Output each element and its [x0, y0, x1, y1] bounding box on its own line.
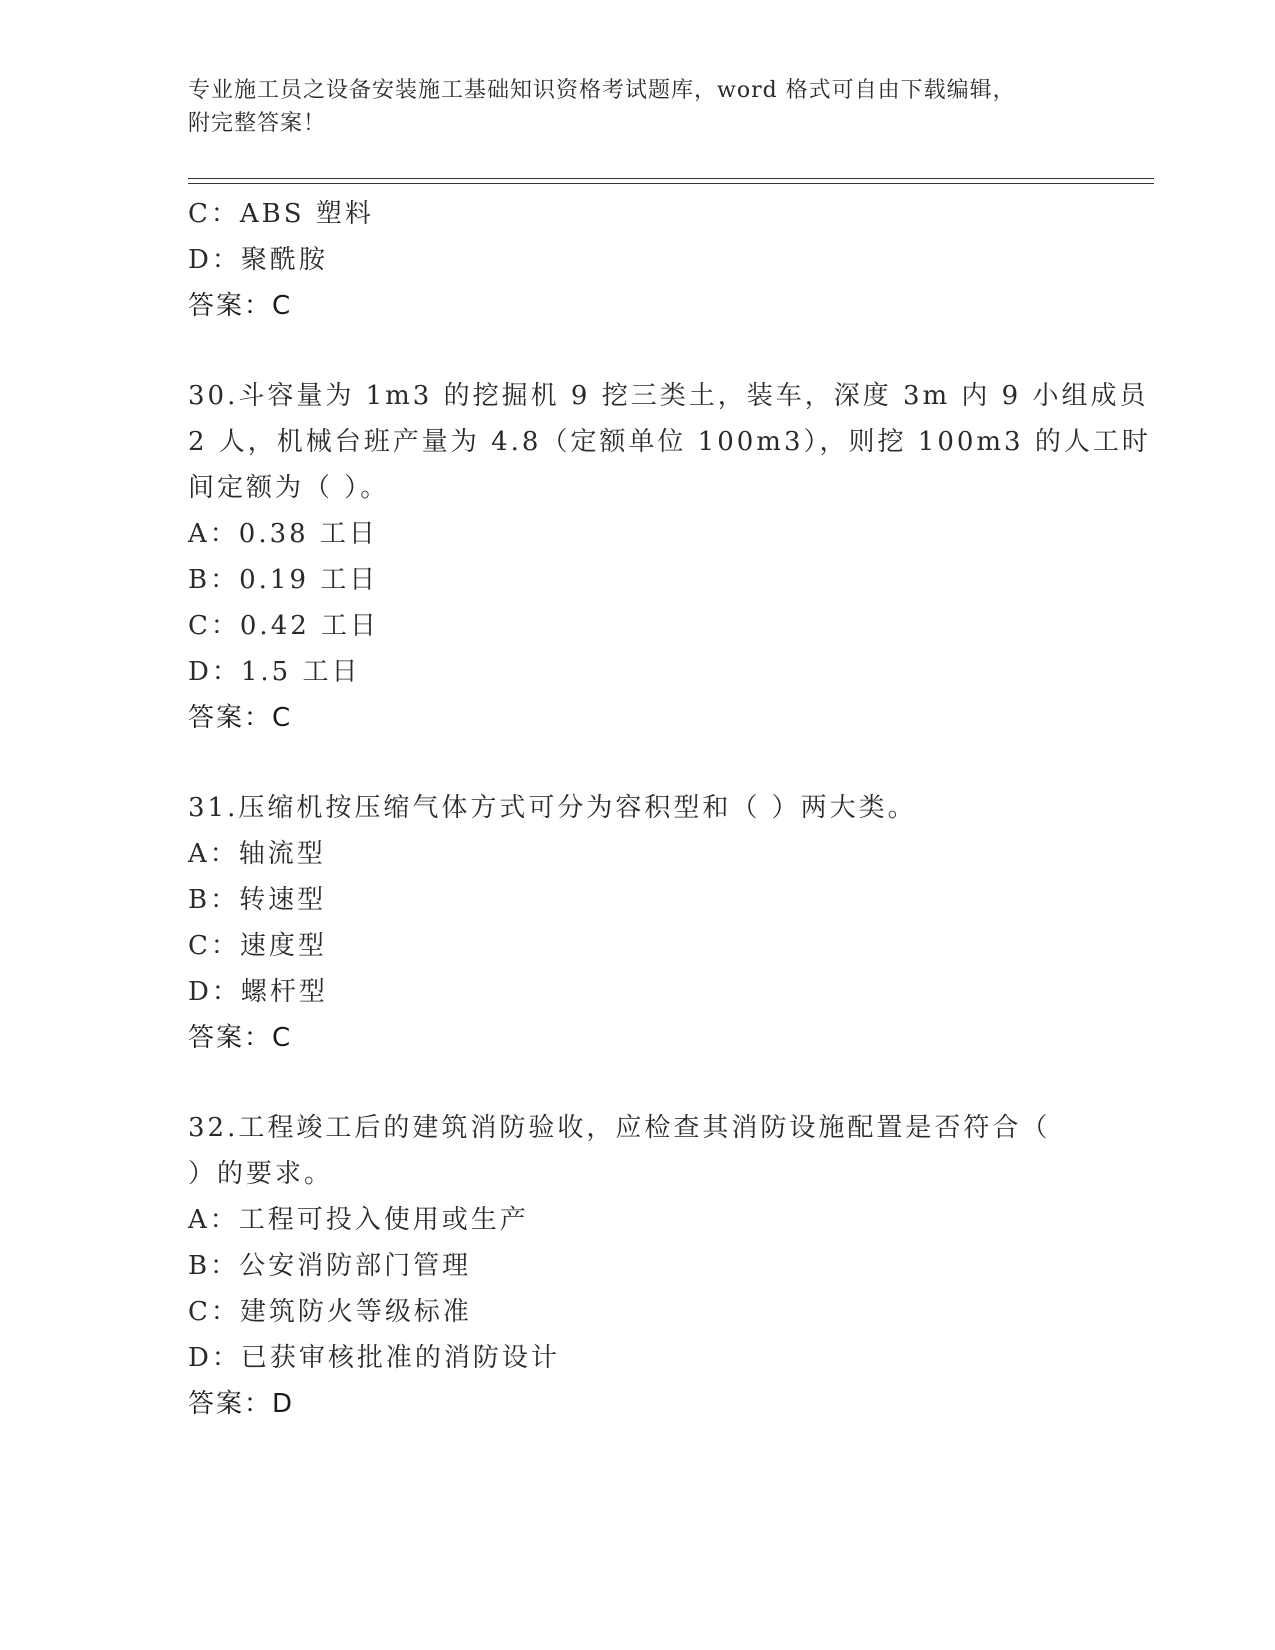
header-line-1: 专业施工员之设备安装施工基础知识资格考试题库，word 格式可自由下载编辑， [188, 78, 1016, 103]
option-d: D：已获审核批准的消防设计 [188, 1343, 560, 1373]
question-text-line: 32.工程竣工后的建筑消防验收，应检查其消防设施配置是否符合（ [188, 1113, 1051, 1143]
question-text-line: 31.压缩机按压缩气体方式可分为容积型和（ ）两大类。 [188, 793, 917, 823]
answer-line: 答案：C [188, 1023, 293, 1053]
header-divider-bottom [188, 183, 1154, 184]
spacer [188, 741, 1088, 785]
option-c: C：速度型 [188, 931, 327, 961]
question-30 [188, 373, 1151, 741]
option-d: D：螺杆型 [188, 977, 328, 1007]
question-text-line: 间定额为（ ）。 [188, 473, 390, 503]
option-b: B：转速型 [188, 885, 327, 915]
question-32 [188, 1105, 1088, 1427]
header-divider-top [188, 178, 1154, 179]
question-text-line: 30.斗容量为 1m3 的挖掘机 9 挖三类土，装车，深度 3m 内 9 小组成员 [188, 381, 1149, 411]
question-text-line: 2 人，机械台班产量为 4.8（定额单位 100m3），则挖 100m3 的人工时 [188, 427, 1151, 457]
question-31 [188, 785, 1088, 1061]
option-d: D：1.5 工日 [188, 657, 361, 687]
option-c: C：ABS 塑料 [188, 199, 374, 229]
question-list [188, 191, 1151, 1427]
option-b: B：0.19 工日 [188, 565, 379, 595]
answer-line: 答案：C [188, 291, 293, 321]
option-a: A：轴流型 [188, 839, 326, 869]
spacer [188, 1061, 1088, 1105]
header-line-2: 附完整答案！ [188, 111, 327, 136]
spacer [188, 329, 1088, 373]
option-d: D：聚酰胺 [188, 245, 328, 275]
answer-line: 答案：C [188, 703, 293, 733]
option-b: B：公安消防部门管理 [188, 1251, 472, 1281]
question-text-line: ）的要求。 [188, 1159, 334, 1189]
answer-line: 答案：D [188, 1389, 295, 1419]
option-a: A：0.38 工日 [188, 519, 378, 549]
option-c: C：建筑防火等级标准 [188, 1297, 472, 1327]
question-29-tail [188, 191, 1088, 329]
document-header [188, 74, 1088, 140]
option-a: A：工程可投入使用或生产 [188, 1205, 529, 1235]
option-c: C：0.42 工日 [188, 611, 380, 641]
